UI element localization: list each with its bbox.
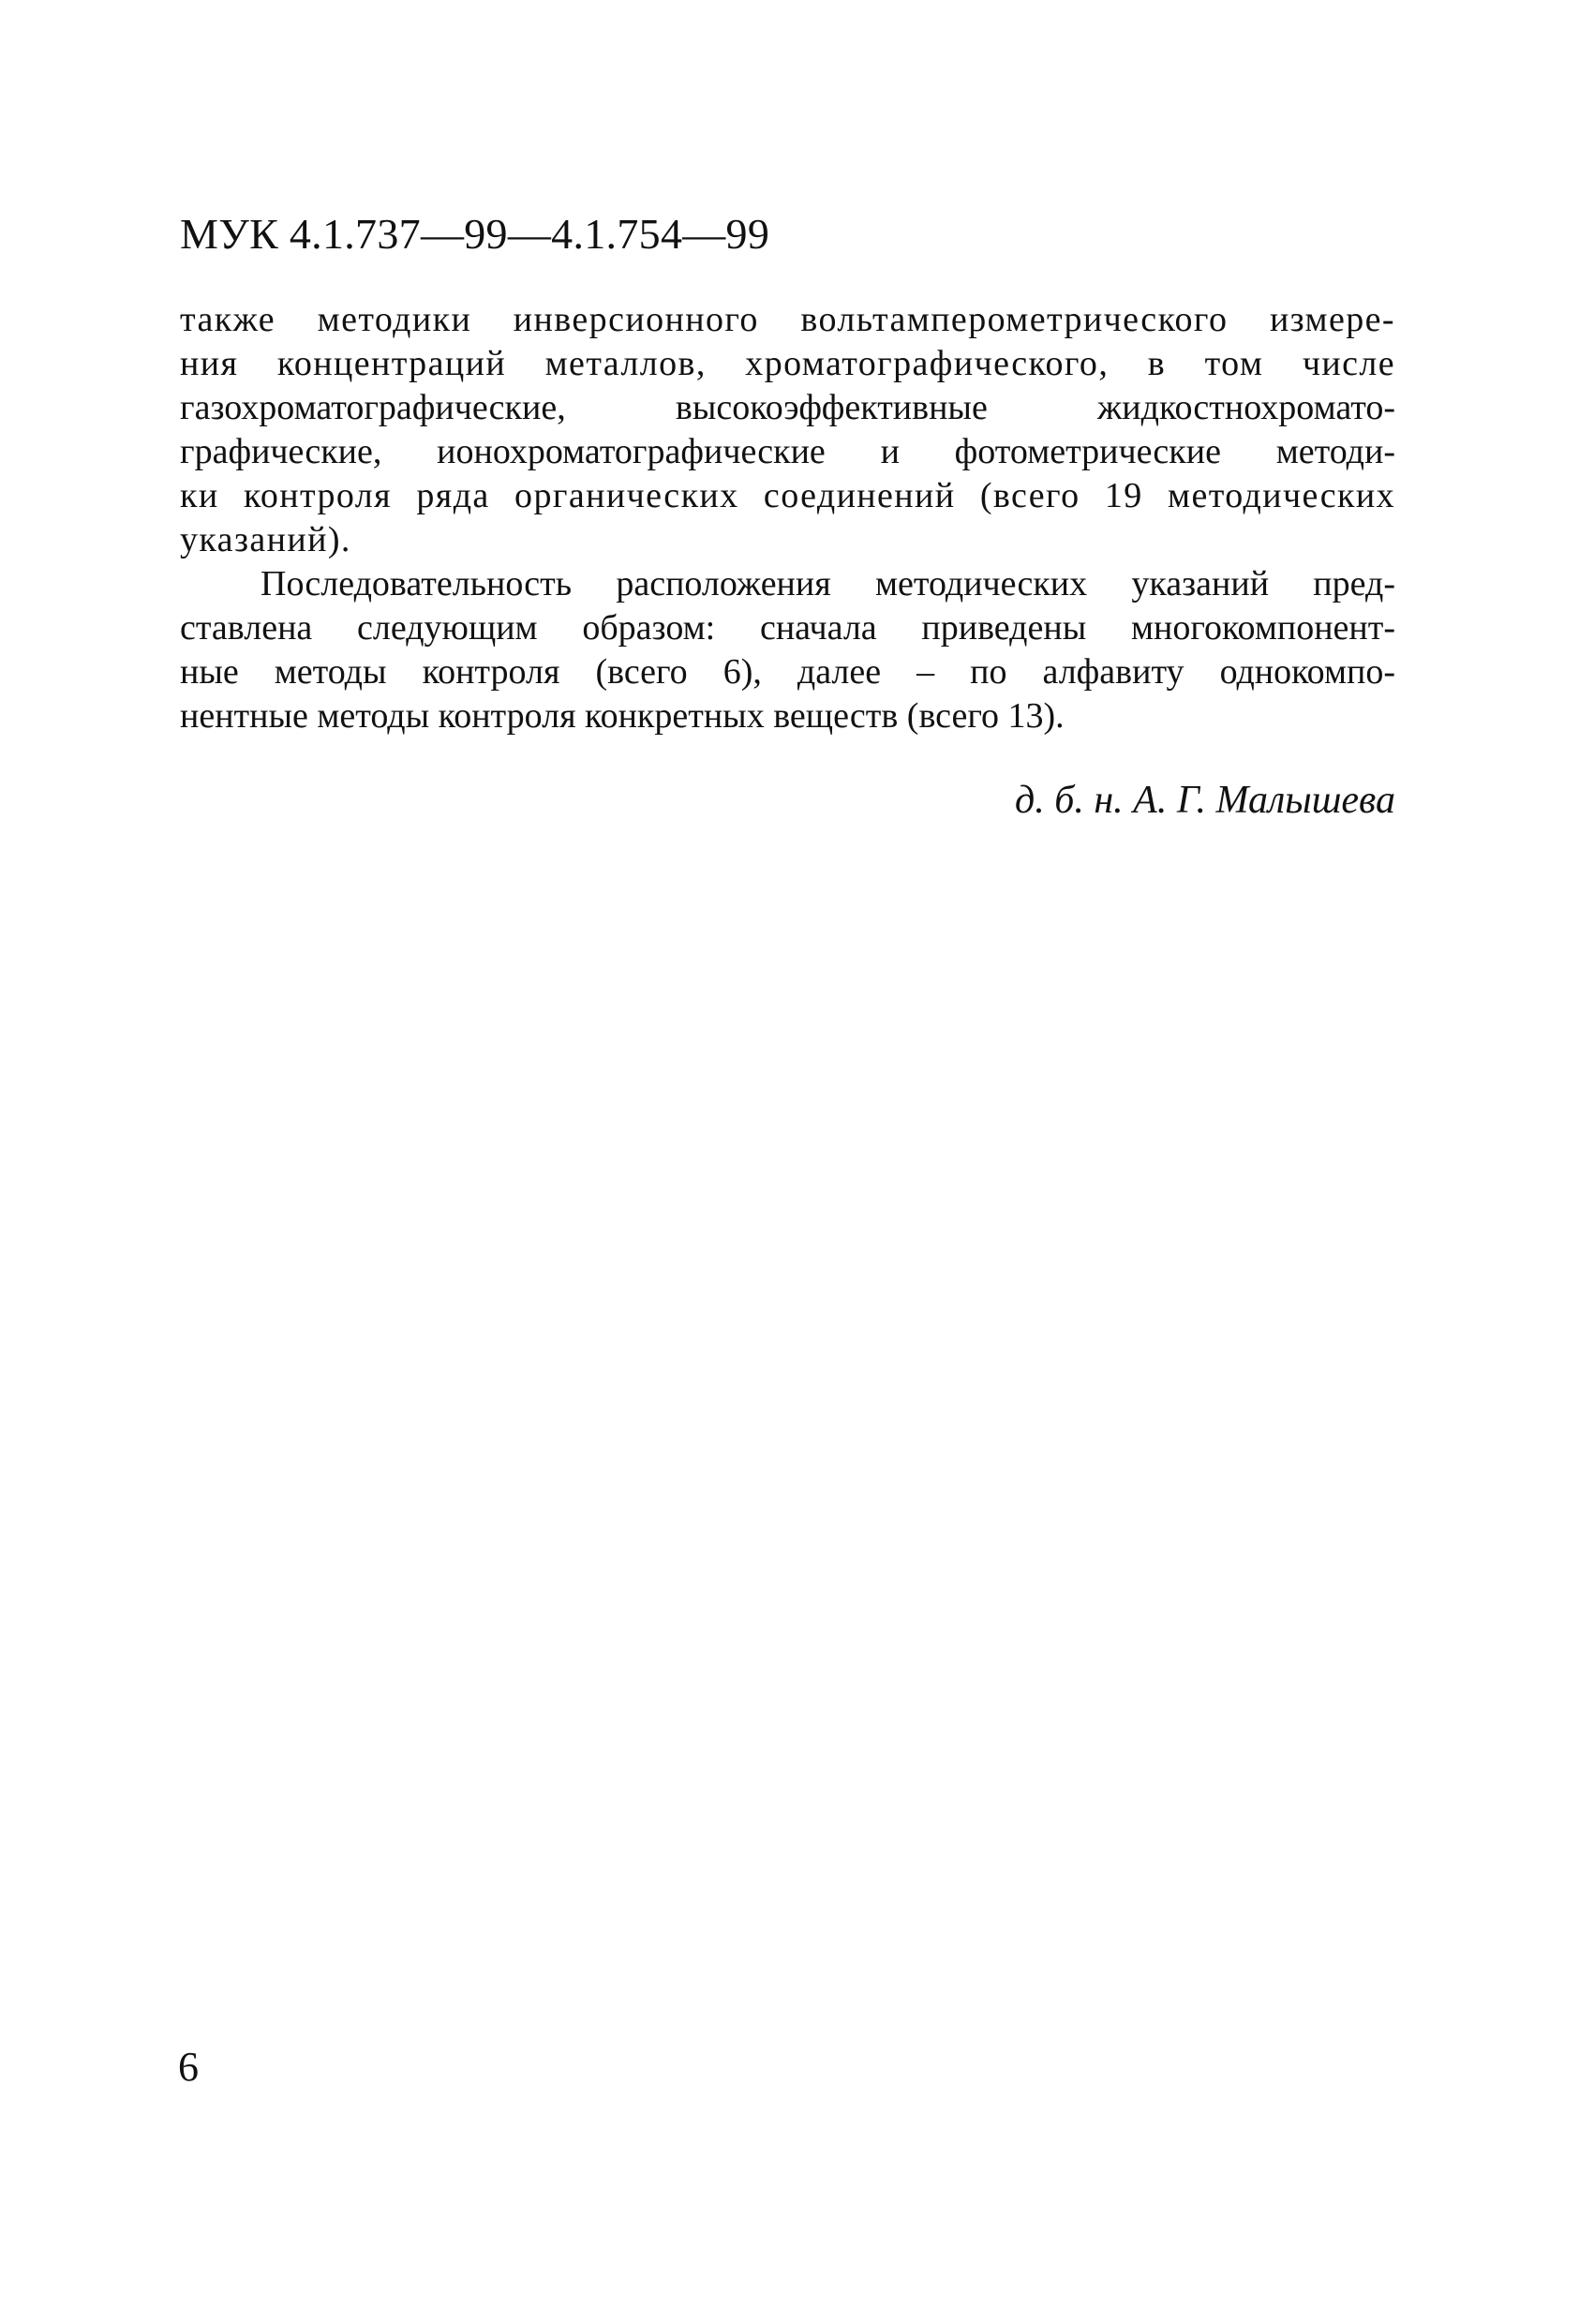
paragraph-1-line-4: графические, ионохроматографические и фотометрические методи- [180,432,1395,471]
page-number: 6 [178,2044,199,2090]
paragraph-2-line-3: ные методы контроля (всего 6), далее – по алфавиту однокомпо- [180,652,1395,692]
paragraph-1-line-1: также методики инверсионного вольтамперометрического измере- [180,300,1395,339]
paragraph-1 [180,298,1395,562]
body-text [180,298,1395,738]
paragraph-2-line-1: Последовательность расположения методических указаний пред- [261,564,1395,603]
author-signature: д. б. н. А. Г. Малышева [1014,779,1395,822]
paragraph-2-line-4: нентные методы контроля конкретных веществ (всего 13). [180,696,1065,736]
paragraph-1-line-3: газохроматографические, высокоэффективные жидкостнохромато- [180,388,1395,427]
document-code-header: МУК 4.1.737—99—4.1.754—99 [180,210,770,258]
paragraph-1-line-2: ния концентраций металлов, хроматографического, в том числе [180,344,1395,383]
paragraph-2 [180,562,1395,738]
paragraph-2-line-2: ставлена следующим образом: сначала приведены многокомпонент- [180,608,1395,648]
paragraph-1-line-5: ки контроля ряда органических соединений (всего 19 методических [180,476,1395,515]
paragraph-1-line-6: указаний). [180,520,351,559]
